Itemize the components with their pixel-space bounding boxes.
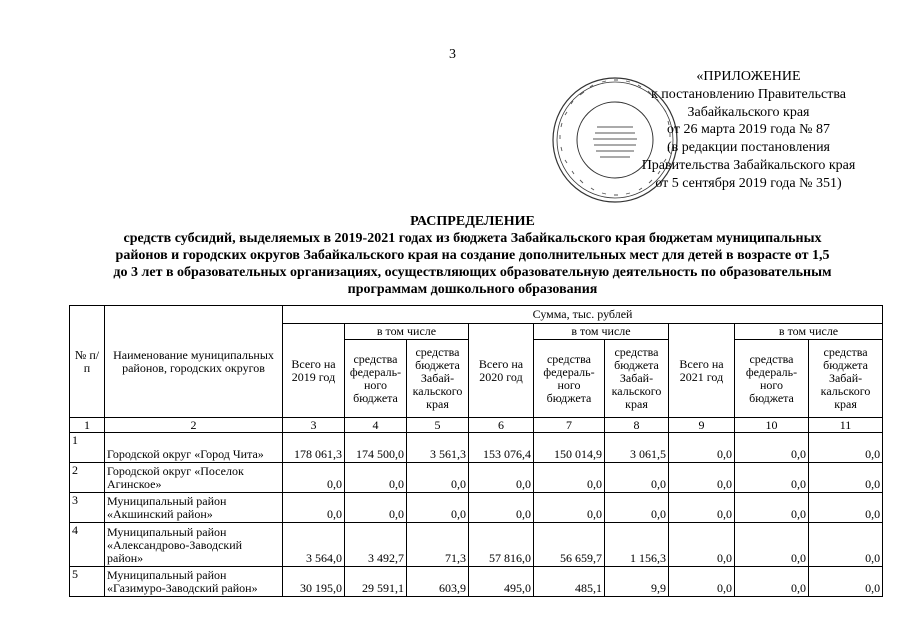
total-2021: 0,0 [669, 433, 735, 463]
federal-2019: 29 591,1 [345, 567, 407, 597]
total-2021: 0,0 [669, 463, 735, 493]
column-number: 5 [407, 418, 469, 433]
regional-2021: 0,0 [809, 523, 883, 567]
column-number: 9 [669, 418, 735, 433]
subsidy-distribution-table [69, 305, 883, 597]
row-number: 3 [70, 493, 105, 523]
total-2020: 57 816,0 [469, 523, 534, 567]
regional-2021: 0,0 [809, 493, 883, 523]
municipality-name: Городской округ «Поселок Агинское» [105, 463, 283, 493]
appendix-line: Правительства Забайкальского края [641, 157, 856, 173]
municipality-name: Городской округ «Город Чита» [105, 433, 283, 463]
municipality-name: Муниципальный район «Газимуро-Заводский район» [105, 567, 283, 597]
header-federal-2021: средства федераль-ного бюджета [735, 340, 809, 418]
header-including-2019: в том числе [345, 324, 469, 340]
row-number: 4 [70, 523, 105, 567]
regional-2020: 0,0 [605, 493, 669, 523]
total-2019: 0,0 [283, 493, 345, 523]
header-including-2020: в том числе [534, 324, 669, 340]
regional-2020: 1 156,3 [605, 523, 669, 567]
regional-2019: 0,0 [407, 493, 469, 523]
header-federal-2020: средства федераль-ного бюджета [534, 340, 605, 418]
heading-title: РАСПРЕДЕЛЕНИЕ [410, 214, 535, 229]
header-total-2019: Всего на 2019 год [283, 324, 345, 418]
federal-2019: 174 500,0 [345, 433, 407, 463]
total-2021: 0,0 [669, 523, 735, 567]
header-regional-2021: средства бюджета Забай-кальского края [809, 340, 883, 418]
heading-line: программам дошкольного образования [347, 282, 598, 297]
federal-2020: 56 659,7 [534, 523, 605, 567]
header-name: Наименование муниципальных районов, городских округов [105, 306, 283, 418]
regional-2020: 9,9 [605, 567, 669, 597]
page-number: 3 [449, 47, 456, 62]
heading-line: до 3 лет в образовательных организациях, осуществляющих образовательную деятельность по образовательным [113, 265, 832, 280]
column-number: 11 [809, 418, 883, 433]
total-2020: 153 076,4 [469, 433, 534, 463]
header-including-2021: в том числе [735, 324, 883, 340]
header-total-2021: Всего на 2021 год [669, 324, 735, 418]
header-total-2020: Всего на 2020 год [469, 324, 534, 418]
column-number: 6 [469, 418, 534, 433]
total-2020: 495,0 [469, 567, 534, 597]
regional-2021: 0,0 [809, 463, 883, 493]
column-number: 2 [105, 418, 283, 433]
regional-2019: 603,9 [407, 567, 469, 597]
row-number: 2 [70, 463, 105, 493]
table-row [70, 433, 883, 463]
table-row [70, 493, 883, 523]
regional-2021: 0,0 [809, 567, 883, 597]
federal-2019: 0,0 [345, 493, 407, 523]
total-2020: 0,0 [469, 463, 534, 493]
appendix-note [616, 68, 881, 193]
regional-2019: 71,3 [407, 523, 469, 567]
federal-2021: 0,0 [735, 463, 809, 493]
federal-2019: 3 492,7 [345, 523, 407, 567]
appendix-line: (в редакции постановления [666, 140, 831, 156]
header-regional-2020: средства бюджета Забай-кальского края [605, 340, 669, 418]
column-number: 10 [735, 418, 809, 433]
appendix-line: Забайкальского края [687, 104, 810, 120]
heading-line: средств субсидий, выделяемых в 2019-2021 годах из бюджета Забайкальского края бюджетам муниципальных [123, 231, 822, 246]
appendix-line: «ПРИЛОЖЕНИЕ [696, 69, 801, 84]
total-2021: 0,0 [669, 493, 735, 523]
header-sum: Сумма, тыс. рублей [283, 306, 883, 324]
federal-2020: 485,1 [534, 567, 605, 597]
column-numbers-row [70, 418, 883, 433]
municipality-name: Муниципальный район «Акшинский район» [105, 493, 283, 523]
federal-2021: 0,0 [735, 523, 809, 567]
heading-line: районов и городских округов Забайкальского края на создание дополнительных мест для детей в возрасте от 1,5 [115, 248, 830, 263]
table-row [70, 463, 883, 493]
total-2021: 0,0 [669, 567, 735, 597]
header-federal-2019: средства федераль-ного бюджета [345, 340, 407, 418]
federal-2020: 0,0 [534, 493, 605, 523]
regional-2020: 0,0 [605, 463, 669, 493]
total-2019: 0,0 [283, 463, 345, 493]
column-number: 1 [70, 418, 105, 433]
total-2019: 3 564,0 [283, 523, 345, 567]
regional-2019: 0,0 [407, 463, 469, 493]
federal-2020: 150 014,9 [534, 433, 605, 463]
municipality-name: Муниципальный район «Александрово-Заводский район» [105, 523, 283, 567]
appendix-line: к постановлению Правительства [650, 86, 847, 102]
federal-2021: 0,0 [735, 567, 809, 597]
row-number: 1 [70, 433, 105, 463]
regional-2021: 0,0 [809, 433, 883, 463]
table-row [70, 523, 883, 567]
federal-2021: 0,0 [735, 433, 809, 463]
header-regional-2019: средства бюджета Забай-кальского края [407, 340, 469, 418]
column-number: 4 [345, 418, 407, 433]
federal-2019: 0,0 [345, 463, 407, 493]
federal-2021: 0,0 [735, 493, 809, 523]
header-no: № п/п [70, 306, 105, 418]
regional-2019: 3 561,3 [407, 433, 469, 463]
appendix-line: от 5 сентября 2019 года № 351) [655, 175, 842, 191]
row-number: 5 [70, 567, 105, 597]
total-2020: 0,0 [469, 493, 534, 523]
column-number: 8 [605, 418, 669, 433]
federal-2020: 0,0 [534, 463, 605, 493]
total-2019: 178 061,3 [283, 433, 345, 463]
column-number: 3 [283, 418, 345, 433]
column-number: 7 [534, 418, 605, 433]
appendix-line: от 26 марта 2019 года № 87 [667, 122, 830, 138]
table-row [70, 567, 883, 597]
total-2019: 30 195,0 [283, 567, 345, 597]
regional-2020: 3 061,5 [605, 433, 669, 463]
document-heading [60, 213, 885, 298]
